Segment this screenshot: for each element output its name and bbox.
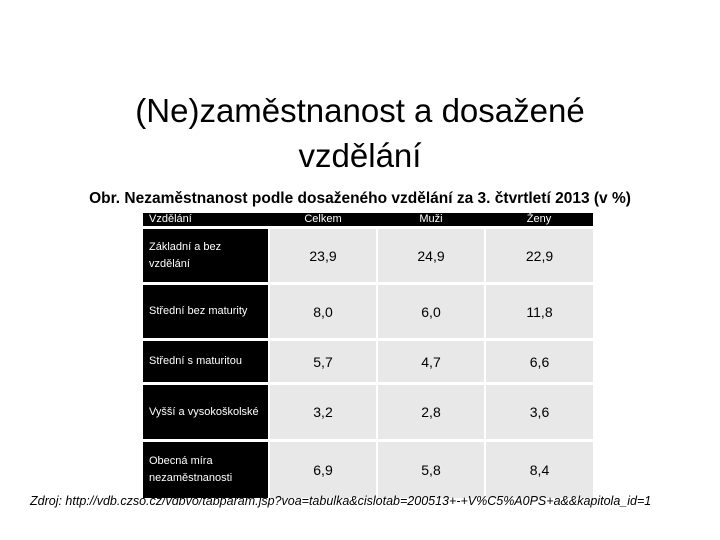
unemployment-table [143, 213, 593, 498]
row-label: Obecná míra nezaměstnanosti [143, 441, 269, 498]
cell-men: 4,7 [377, 340, 485, 384]
cell-total: 6,9 [269, 441, 377, 498]
figure-caption: Obr. Nezaměstnanost podle dosaženého vzdělání za 3. čtvrtletí 2013 (v %) [89, 190, 631, 207]
header-men: Muži [377, 213, 485, 228]
table-row [143, 228, 593, 284]
cell-total: 8,0 [269, 284, 377, 340]
row-label: Vyšší a vysokoškolské [143, 384, 269, 441]
cell-women: 3,6 [485, 384, 593, 441]
cell-women: 8,4 [485, 441, 593, 498]
header-education: Vzdělání [143, 213, 269, 228]
cell-women: 11,8 [485, 284, 593, 340]
table-row [143, 284, 593, 340]
cell-women: 6,6 [485, 340, 593, 384]
cell-total: 23,9 [269, 228, 377, 284]
table-header-row [143, 213, 593, 228]
cell-men: 5,8 [377, 441, 485, 498]
cell-men: 2,8 [377, 384, 485, 441]
cell-women: 22,9 [485, 228, 593, 284]
slide-title-line-2: vzdělání [298, 137, 422, 174]
header-women: Ženy [485, 213, 593, 228]
cell-men: 6,0 [377, 284, 485, 340]
table-row [143, 441, 593, 498]
row-label: Střední bez maturity [143, 284, 269, 340]
row-label: Základní a bez vzdělání [143, 228, 269, 284]
slide-title-line-1: (Ne)zaměstnanost a dosažené [135, 92, 585, 129]
cell-total: 5,7 [269, 340, 377, 384]
table-row [143, 340, 593, 384]
cell-men: 24,9 [377, 228, 485, 284]
source-note: Zdroj: http://vdb.czso.cz/vdbvo/tabparam.jsp?voa=tabulka&cislotab=200513+-+V%C5%A0PS+a&&kapitola_id=1 [30, 494, 652, 508]
cell-total: 3,2 [269, 384, 377, 441]
header-total: Celkem [269, 213, 377, 228]
table-row [143, 384, 593, 441]
row-label: Střední s maturitou [143, 340, 269, 384]
slide-title [60, 88, 660, 178]
